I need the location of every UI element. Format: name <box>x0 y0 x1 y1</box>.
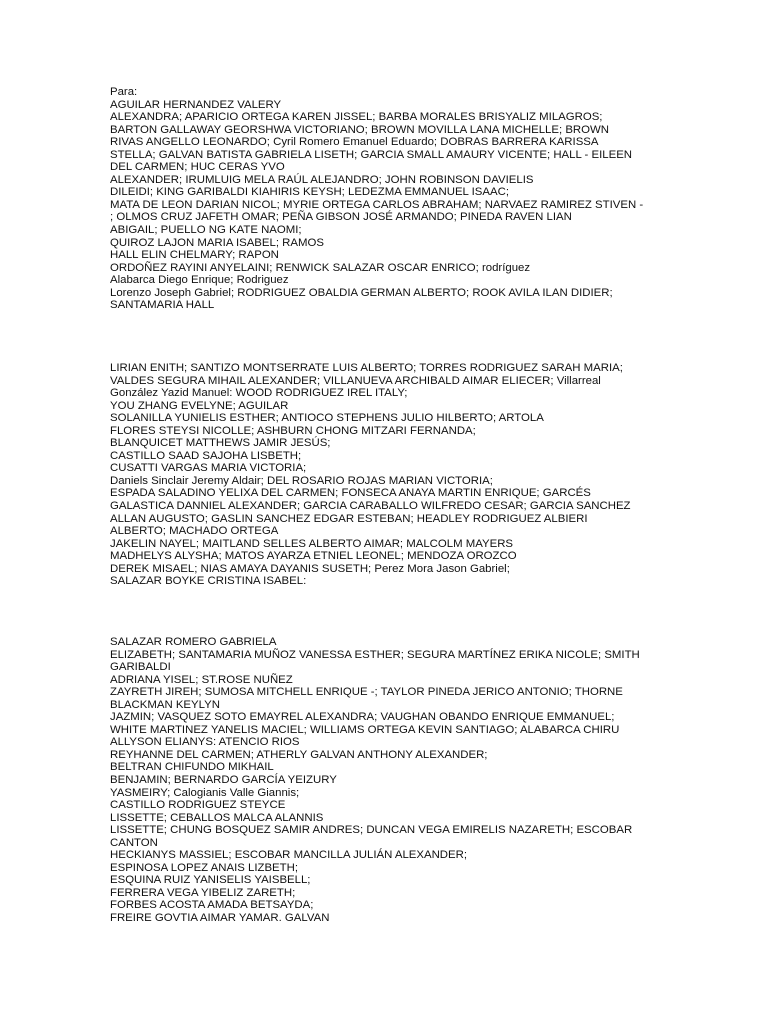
text-line: ADRIANA YISEL; ST.ROSE NUÑEZ <box>110 673 293 686</box>
text-line: ALLAN AUGUSTO; GASLIN SANCHEZ EDGAR ESTEBAN; HEADLEY RODRIGUEZ ALBIERI <box>110 512 588 525</box>
text-line: DEL CARMEN; HUC CERAS YVO <box>110 161 285 174</box>
text-line: HECKIANYS MASSIEL; ESCOBAR MANCILLA JULIÁN ALEXANDER; <box>110 849 468 862</box>
text-line: YOU ZHANG EVELYNE; AGUILAR <box>110 399 289 412</box>
text-line: LISSETTE; CEBALLOS MALCA ALANNIS <box>110 811 324 824</box>
text-line: ALEXANDER; IRUMLUIG MELA RAÚL ALEJANDRO; JOHN ROBINSON DAVIELIS <box>110 173 534 186</box>
text-line: ALLYSON ELIANYS: ATENCIO RIOS <box>110 736 300 749</box>
text-line: BELTRAN CHIFUNDO MIKHAIL <box>110 761 274 774</box>
text-line: DILEIDI; KING GARIBALDI KIAHIRIS KEYSH; LEDEZMA EMMANUEL ISAAC; <box>110 186 509 199</box>
text-line: CANTON <box>110 836 158 849</box>
text-line: FORBES ACOSTA AMADA BETSAYDA; <box>110 899 314 912</box>
text-line: BARTON GALLAWAY GEORSHWA VICTORIANO; BROWN MOVILLA LANA MICHELLE; BROWN <box>110 123 609 136</box>
text-line: Para: <box>110 86 138 98</box>
text-line: BENJAMIN; BERNARDO GARCÍA YEIZURY <box>110 774 337 787</box>
recipient-list-block-1 <box>110 86 760 312</box>
text-line: ESQUINA RUIZ YANISELIS YAISBELL; <box>110 874 311 887</box>
text-line: JAKELIN NAYEL; MAITLAND SELLES ALBERTO AIMAR; MALCOLM MAYERS <box>110 537 514 550</box>
text-line: SALAZAR BOYKE CRISTINA ISABEL: <box>110 575 307 588</box>
text-line: FLORES STEYSI NICOLLE; ASHBURN CHONG MITZARI FERNANDA; <box>110 424 476 437</box>
text-line: DEREK MISAEL; NIAS AMAYA DAYANIS SUSETH; Perez Mora Jason Gabriel; <box>110 562 510 575</box>
text-line: ELIZABETH; SANTAMARIA MUÑOZ VANESSA ESTHER; SEGURA MARTÍNEZ ERIKA NICOLE; SMITH <box>110 648 640 661</box>
text-line: BLANQUICET MATTHEWS JAMIR JESÚS; <box>110 437 331 450</box>
recipient-list-block-3 <box>110 636 760 925</box>
text-line: MATA DE LEON DARIAN NICOL; MYRIE ORTEGA CARLOS ABRAHAM; NARVAEZ RAMIREZ STIVEN - <box>110 198 644 211</box>
text-line: ; OLMOS CRUZ JAFETH OMAR; PEÑA GIBSON JOSÉ ARMANDO; PINEDA RAVEN LIAN <box>110 211 572 224</box>
text-line: MADHELYS ALYSHA; MATOS AYARZA ETNIEL LEONEL; MENDOZA OROZCO <box>110 550 517 563</box>
text-line: RIVAS ANGELLO LEONARDO; Cyril Romero Emanuel Eduardo; DOBRAS BARRERA KARISSA <box>110 136 599 149</box>
text-line: AGUILAR HERNANDEZ VALERY <box>110 98 282 111</box>
text-line: CUSATTI VARGAS MARIA VICTORIA; <box>110 462 307 475</box>
text-line: ZAYRETH JIREH; SUMOSA MITCHELL ENRIQUE -; TAYLOR PINEDA JERICO ANTONIO; THORNE <box>110 686 623 699</box>
text-line: JAZMIN; VASQUEZ SOTO EMAYREL ALEXANDRA; VAUGHAN OBANDO ENRIQUE EMMANUEL; <box>110 711 615 724</box>
recipient-list-block-2 <box>110 362 760 588</box>
text-line: ESPINOSA LOPEZ ANAIS LIZBETH; <box>110 861 299 874</box>
text-line: HALL ELIN CHELMARY; RAPON <box>110 249 279 262</box>
text-line: LISSETTE; CHUNG BOSQUEZ SAMIR ANDRES; DUNCAN VEGA EMIRELIS NAZARETH; ESCOBAR <box>110 824 633 837</box>
text-line: ORDOÑEZ RAYINI ANYELAINI; RENWICK SALAZAR OSCAR ENRICO; rodríguez <box>110 261 531 274</box>
text-line: Lorenzo Joseph Gabriel; RODRIGUEZ OBALDIA GERMAN ALBERTO; ROOK AVILA ILAN DIDIER; <box>110 286 613 299</box>
text-line: ESPADA SALADINO YELIXA DEL CARMEN; FONSECA ANAYA MARTIN ENRIQUE; GARCÉS <box>110 487 591 500</box>
text-line: ABIGAIL; PUELLO NG KATE NAOMI; <box>110 224 302 237</box>
text-line: CASTILLO SAAD SAJOHA LISBETH; <box>110 449 302 462</box>
text-line: GARIBALDI <box>110 661 171 674</box>
text-line: YASMEIRY; Calogianis Valle Giannis; <box>110 786 300 799</box>
text-line: Daniels Sinclair Jeremy Aldair; DEL ROSARIO ROJAS MARIAN VICTORIA; <box>110 474 493 487</box>
text-line: SALAZAR ROMERO GABRIELA <box>110 636 277 648</box>
text-line: BLACKMAN KEYLYN <box>110 698 220 711</box>
text-line: González Yazid Manuel: WOOD RODRIGUEZ IREL ITALY; <box>110 387 408 400</box>
text-line: FREIRE GOVTIA AIMAR YAMAR. GALVAN <box>110 912 330 925</box>
text-line: SANTAMARIA HALL <box>110 299 215 312</box>
text-line: GALASTICA DANNIEL ALEXANDER; GARCIA CARABALLO WILFREDO CESAR; GARCIA SANCHEZ <box>110 500 631 513</box>
text-line: FERRERA VEGA YIBELIZ ZARETH; <box>110 886 296 899</box>
text-line: CASTILLO RODRIGUEZ STEYCE <box>110 799 286 812</box>
text-line: LIRIAN ENITH; SANTIZO MONTSERRATE LUIS ALBERTO; TORRES RODRIGUEZ SARAH MARIA; <box>110 362 623 374</box>
text-line: WHITE MARTINEZ YANELIS MACIEL; WILLIAMS ORTEGA KEVIN SANTIAGO; ALABARCA CHIRU <box>110 723 620 736</box>
text-line: ALBERTO; MACHADO ORTEGA <box>110 525 279 538</box>
text-line: ALEXANDRA; APARICIO ORTEGA KAREN JISSEL; BARBA MORALES BRISYALIZ MILAGROS; <box>110 111 603 124</box>
text-line: REYHANNE DEL CARMEN; ATHERLY GALVAN ANTHONY ALEXANDER; <box>110 748 488 761</box>
text-line: VALDES SEGURA MIHAIL ALEXANDER; VILLANUEVA ARCHIBALD AIMAR ELIECER; Villarreal <box>110 374 601 387</box>
text-line: SOLANILLA YUNIELIS ESTHER; ANTIOCO STEPHENS JULIO HILBERTO; ARTOLA <box>110 412 544 425</box>
text-line: QUIROZ LAJON MARIA ISABEL; RAMOS <box>110 236 324 249</box>
text-line: STELLA; GALVAN BATISTA GABRIELA LISETH; GARCIA SMALL AMAURY VICENTE; HALL - EILEEN <box>110 148 633 161</box>
text-line: Alabarca Diego Enrique; Rodriguez <box>110 274 289 287</box>
